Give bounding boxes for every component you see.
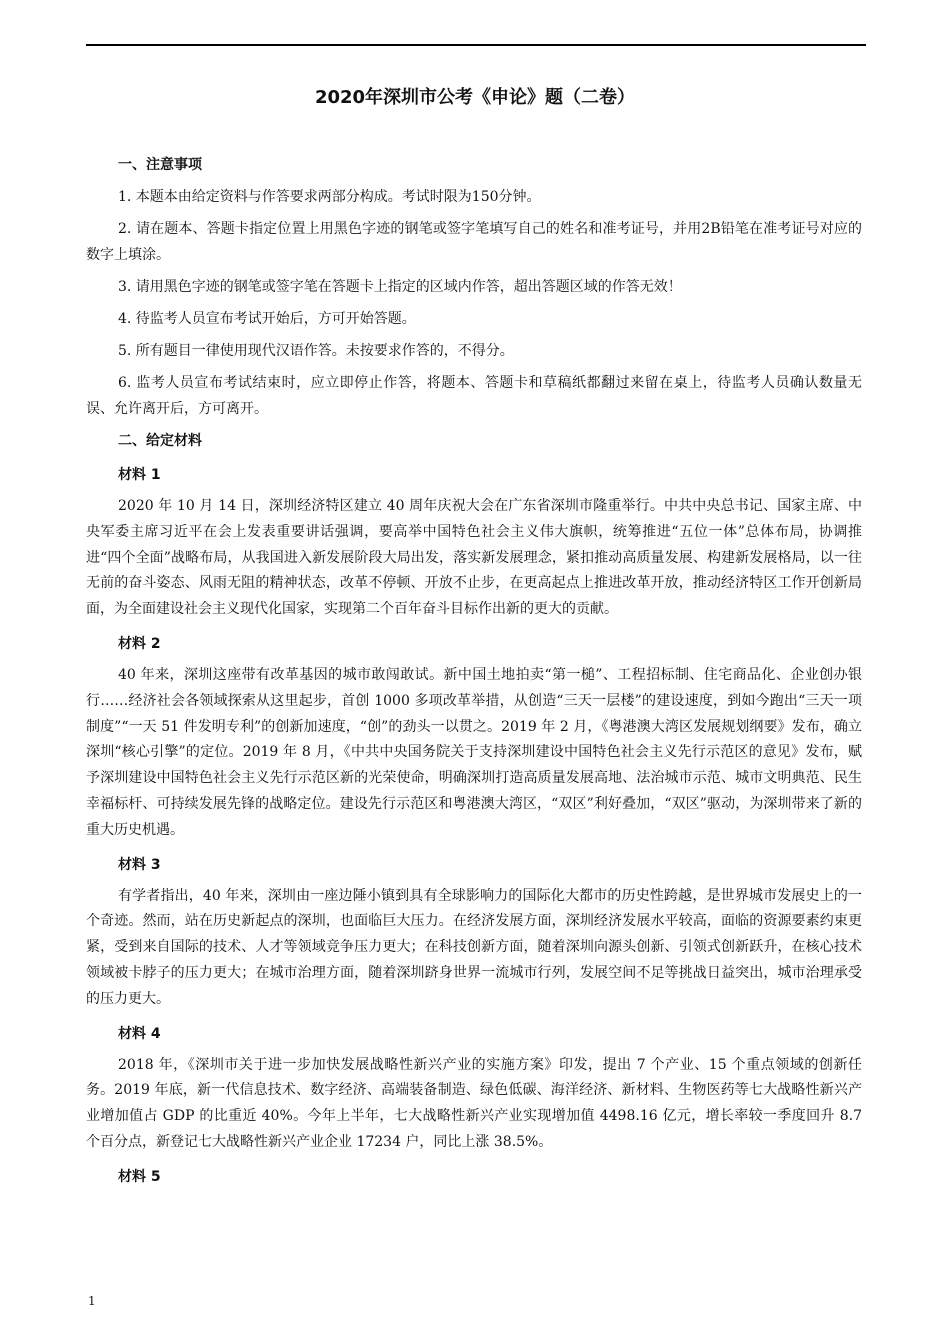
material-label: 材料 1	[118, 467, 161, 483]
page-number: 1	[88, 1294, 96, 1308]
header-rule	[86, 44, 866, 46]
material-label: 材料 2	[118, 635, 161, 652]
note-item: 5. 所有题目一律使用现代汉语作答。未按要求作答的，不得分。	[118, 343, 514, 359]
note-item: 2. 请在题本、答题卡指定位置上用黑色字迹的钢笔或签字笔填写自己的姓名和准考证号，并用2B铅笔在准考证号对应的数字上填涂。	[86, 221, 862, 263]
document-body	[86, 152, 862, 1190]
document-title: 2020年深圳市公考《申论》题（二卷）	[314, 87, 636, 108]
material-text: 2020 年 10 月 14 日，深圳经济特区建立 40 周年庆祝大会在广东省深圳市隆重举行。中共中央总书记、国家主席、中央军委主席习近平在会上发表重要讲话强调，要高举中国特色社会主义伟大旗帜，统筹推进“五位一体”总体布局，协调推进“四个全面”战略布局，从我国进入新发展阶段大局出发，落实新发展理念，紧扣推动高质量发展、构建新发展格局，以一往无前的奋斗姿态、风雨无阻的精神状态，改革不停顿、开放不止步，在更高起点上推进改革开放，推动经济特区工作开创新局面，为全面建设社会主义现代化国家，实现第二个百年奋斗目标作出新的更大的贡献。	[86, 498, 862, 618]
material-label: 材料 4	[118, 1025, 161, 1042]
material-text: 40 年来，深圳这座带有改革基因的城市敢闯敢试。新中国土地拍卖“第一槌”、工程招标制、住宅商品化、企业创办银行……经济社会各领域探索从这里起步，首创 1000 多项改革举措，从创造“三天一层楼”的建设速度，到如今跑出“三天一项制度”“一天 51 件发明专利”的创新加速度，“创”的劲头一以贯之。2019 年 2 月，《粤港澳大湾区发展规划纲要》发布，确立深圳“核心引擎”的定位。2019 年 8 月，《中共中央国务院关于支持深圳建设中国特色社会主义先行示范区的意见》发布，赋予深圳建设中国特色社会主义先行示范区新的光荣使命，明确深圳打造高质量发展高地、法治城市示范、城市文明典范、民生幸福标杆、可持续发展先锋的战略定位。建设先行示范区和粤港澳大湾区，“双区”利好叠加，“双区”驱动，为深圳带来了新的重大历史机遇。	[86, 666, 862, 838]
note-item: 6. 监考人员宣布考试结束时，应立即停止作答，将题本、答题卡和草稿纸都翻过来留在桌上，待监考人员确认数量无误、允许离开后，方可离开。	[86, 375, 862, 417]
notes-heading: 一、注意事项	[118, 157, 202, 173]
materials-heading: 二、给定材料	[118, 433, 202, 449]
material-label: 材料 3	[118, 856, 161, 873]
material-label: 材料 5	[118, 1168, 161, 1185]
note-item: 4. 待监考人员宣布考试开始后，方可开始答题。	[118, 311, 416, 327]
material-text: 有学者指出，40 年来，深圳由一座边陲小镇到具有全球影响力的国际化大都市的历史性跨越，是世界城市发展史上的一个奇迹。然而，站在历史新起点的深圳，也面临巨大压力。在经济发展方面，深圳经济发展水平较高，面临的资源要素约束更紧，受到来自国际的技术、人才等领域竞争压力更大；在科技创新方面，随着深圳向源头创新、引领式创新跃升，在核心技术领域被卡脖子的压力更大；在城市治理方面，随着深圳跻身世界一流城市行列，发展空间不足等挑战日益突出，城市治理承受的压力更大。	[86, 887, 862, 1007]
note-item: 3. 请用黑色字迹的钢笔或签字笔在答题卡上指定的区域内作答，超出答题区域的作答无效！	[118, 279, 682, 295]
note-item: 1. 本题本由给定资料与作答要求两部分构成。考试时限为150分钟。	[118, 189, 541, 205]
material-text: 2018 年，《深圳市关于进一步加快发展战略性新兴产业的实施方案》印发，提出 7 个产业、15 个重点领域的创新任务。2019 年底，新一代信息技术、数字经济、高端装备制造、绿色低碳、海洋经济、新材料、生物医药等七大战略性新兴产业增加值占 GDP 的比重近 40%。今年上半年，七大战略性新兴产业实现增加值 4498.16 亿元，增长率较一季度回升 8.7 个百分点，新登记七大战略性新兴产业企业 17234 户，同比上涨 38.5%。	[86, 1056, 862, 1150]
